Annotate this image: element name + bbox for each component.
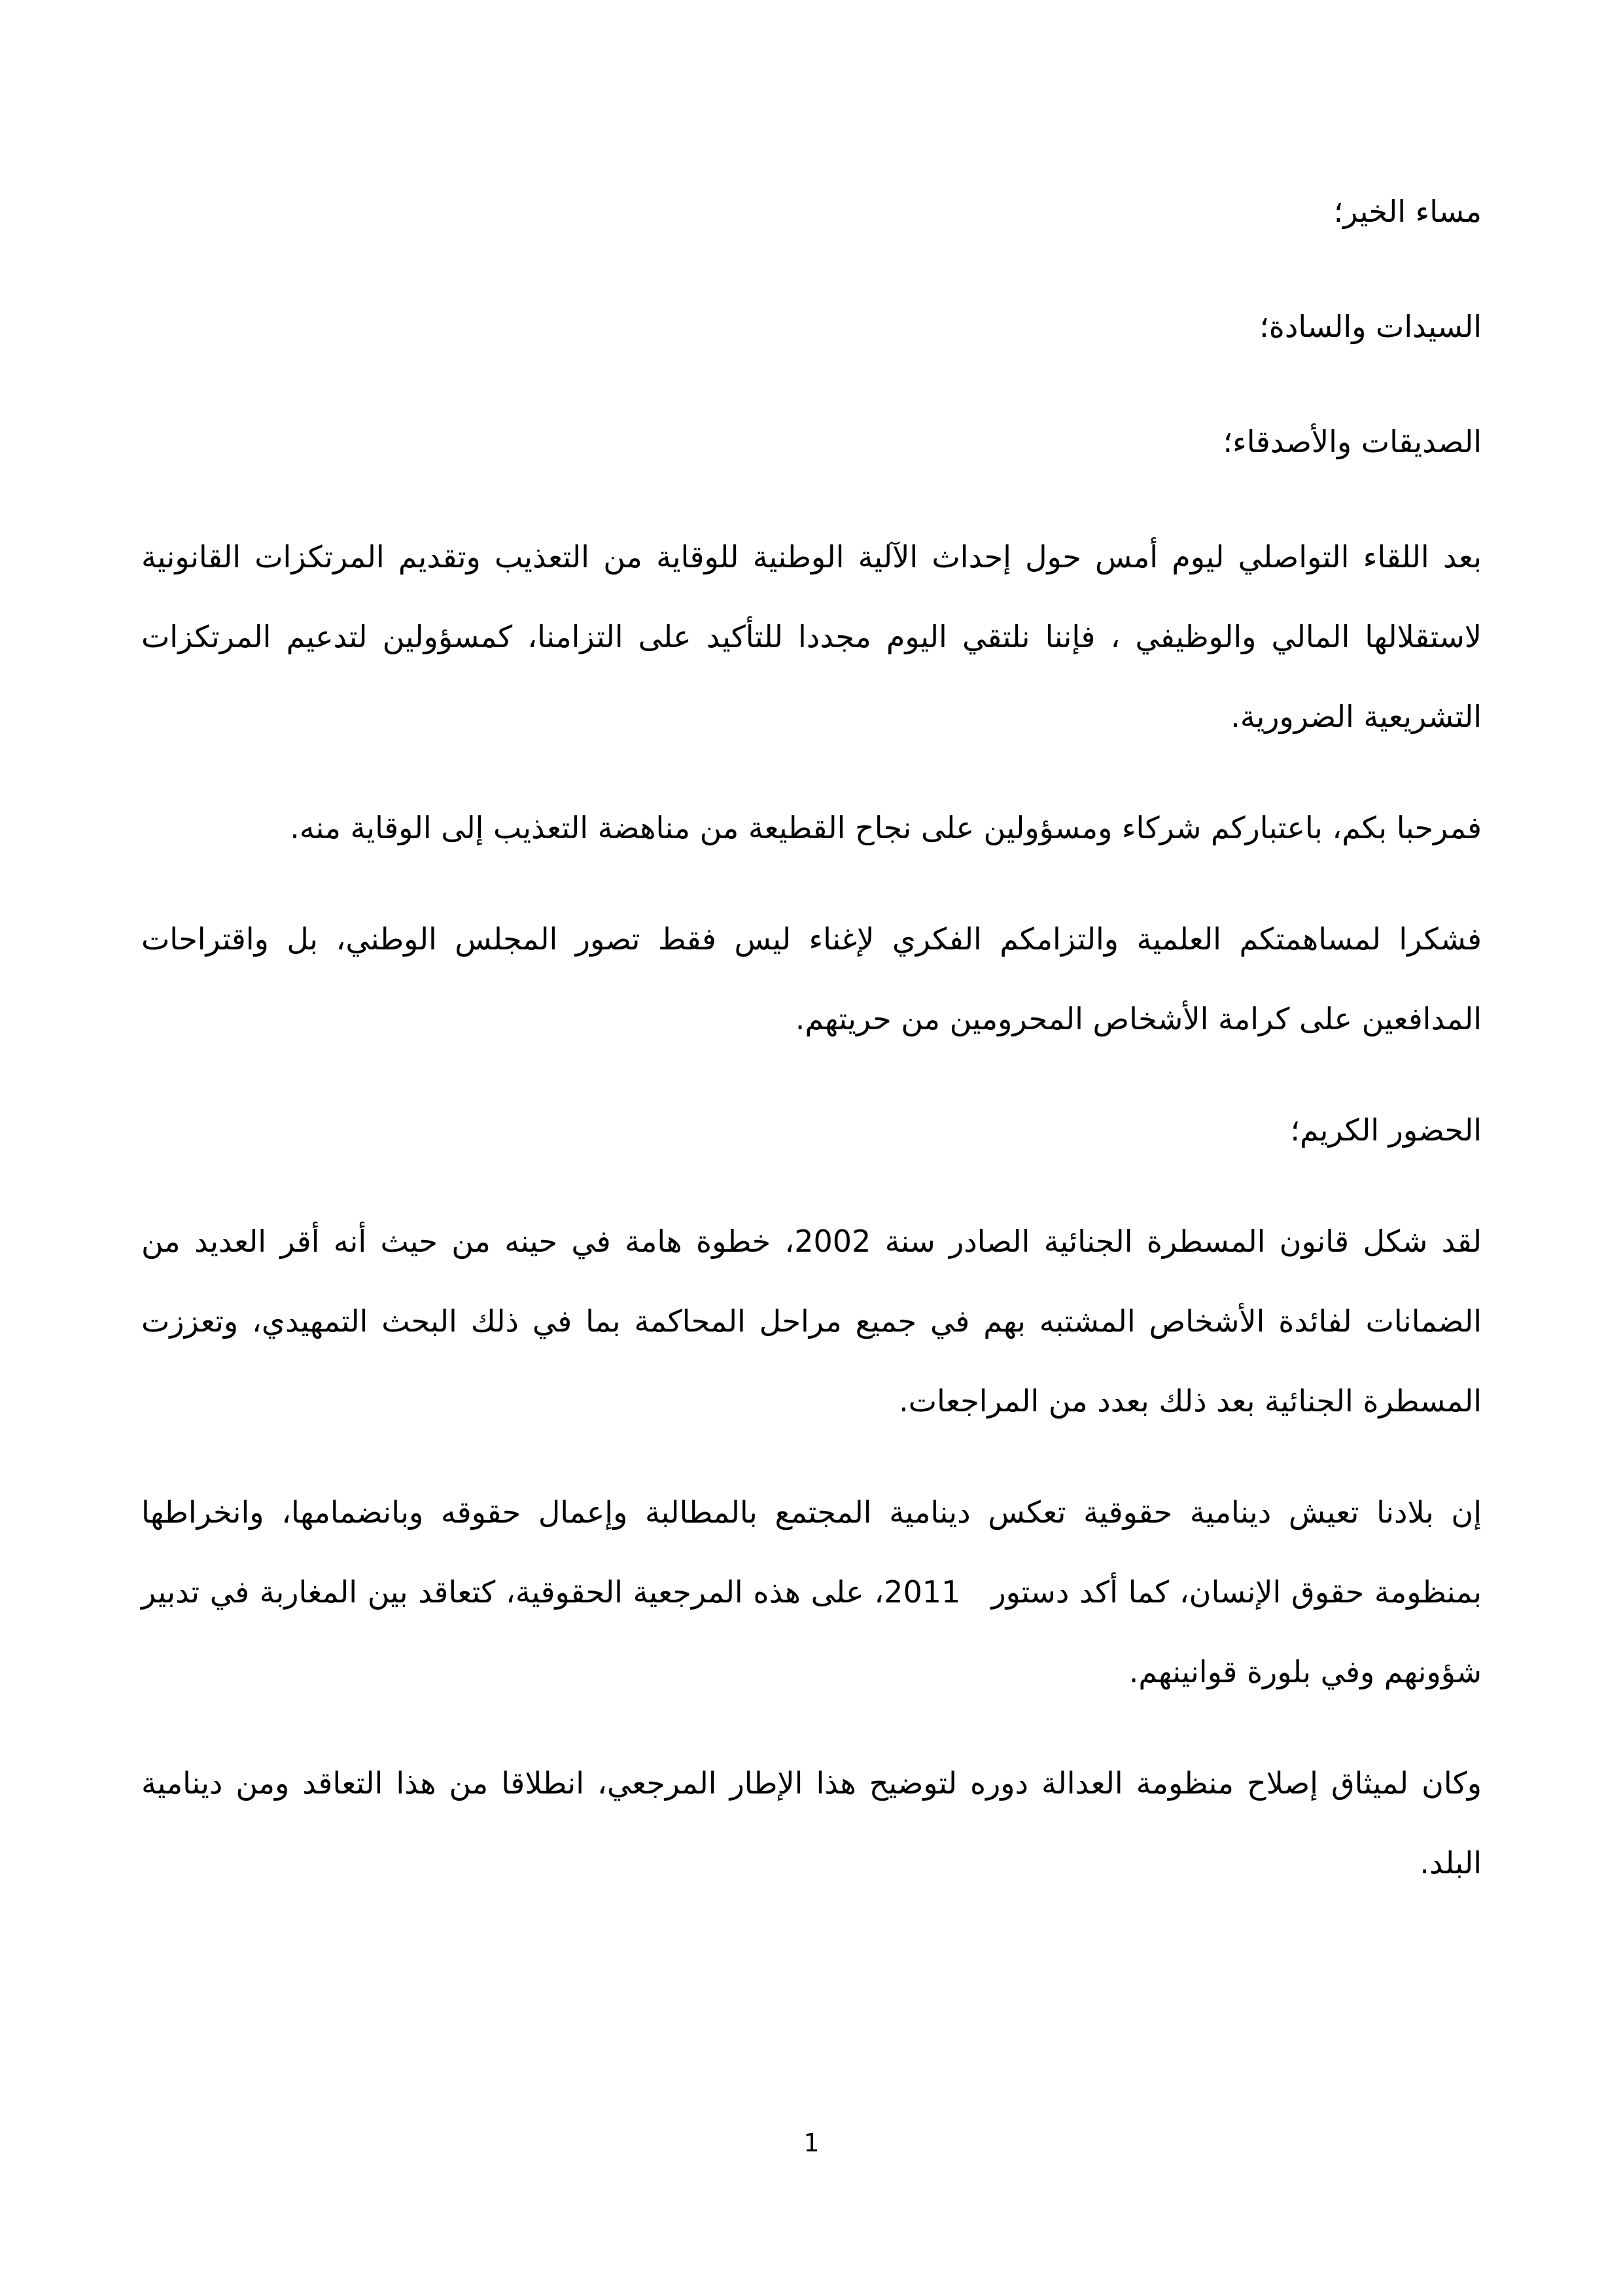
body-paragraph-3: فشكرا لمساهمتكم العلمية والتزامكم الفكري لإغناء ليس فقط تصور المجلس الوطني، بل واقتراحات المدافعين على كرامة الأشخاص المحرومين من حريتهم. [141, 921, 1482, 1036]
body-paragraph-5: إن بلادنا تعيش دينامية حقوقية تعكس دينامية المجتمع بالمطالبة وإعمال حقوقه وبانضمامها، وانخراطها بمنظومة حقوق الإنسان، كما أكد دستور 2011، على هذه المرجعية الحقوقية، كتعاقد بين المغاربة في تدبير شؤونهم وفي بلورة قوانينهم. [141, 1494, 1482, 1689]
greeting-line-1: مساء الخير؛ [1333, 194, 1482, 229]
greeting-line-2: السيدات والسادة؛ [1259, 309, 1482, 344]
body-paragraph-1: بعد اللقاء التواصلي ليوم أمس حول إحداث الآلية الوطنية للوقاية من التعذيب وتقديم المرتكزات القانونية لاستقلالها المالي والوظيفي ، فإننا نلتقي اليوم مجددا للتأكيد على التزامنا، كمسؤولين لتدعيم المرتكزات التشريعية الضرورية. [141, 539, 1482, 734]
greeting-line-3: الصديقات والأصدقاء؛ [1223, 424, 1482, 459]
document-text-block [141, 171, 1482, 1934]
page-footer [0, 2128, 1623, 2157]
body-paragraph-2: فمرحبا بكم، باعتباركم شركاء ومسؤولين على نجاح القطيعة من مناهضة التعذيب إلى الوقاية منه. [290, 810, 1482, 845]
page-number: 1 [803, 2128, 820, 2157]
body-paragraph-6: وكان لميثاق إصلاح منظومة العدالة دوره لتوضيح هذا الإطار المرجعي، انطلاقا من هذا التعاقد ومن دينامية البلد. [141, 1765, 1482, 1881]
body-paragraph-4: لقد شكل قانون المسطرة الجنائية الصادر سنة 2002، خطوة هامة في حينه من حيث أنه أقر العديد من الضمانات لفائدة الأشخاص المشتبه بهم في جميع مراحل المحاكمة بما في ذلك البحث التمهيدي، وتعززت المسطرة الجنائية بعد ذلك بعدد من المراجعات. [141, 1224, 1482, 1419]
section-heading: الحضور الكريم؛ [1290, 1112, 1482, 1148]
